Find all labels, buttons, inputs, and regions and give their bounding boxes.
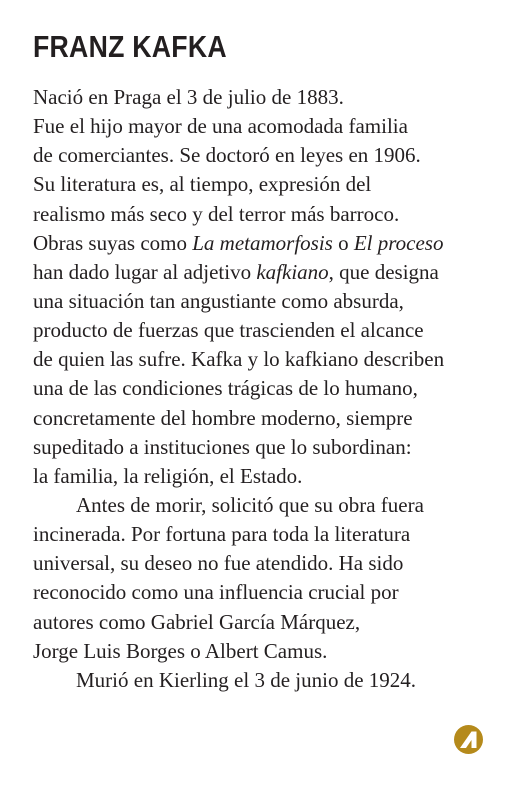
bio-line: la familia, la religión, el Estado.	[33, 463, 303, 488]
bio-line: reconocido como una influencia crucial por	[33, 580, 399, 605]
bio-line: una de las condiciones trágicas de lo humano,	[33, 376, 418, 401]
book-title-el-proceso: El proceso	[353, 230, 444, 255]
bio-line: una situación tan angustiante como absurda,	[33, 288, 404, 313]
bio-line: universal, su deseo no fue atendido. Ha sido	[33, 551, 404, 576]
bio-text-segment: Obras suyas como	[33, 230, 193, 255]
bio-line: realismo más seco y del terror más barroco.	[33, 201, 400, 226]
bio-text-segment: o	[332, 230, 354, 255]
bio-line	[33, 258, 503, 287]
term-kafkiano: kafkiano	[256, 259, 329, 284]
bio-line: Su literatura es, al tiempo, expresión del	[33, 172, 372, 197]
publisher-logo-icon	[454, 725, 483, 754]
bio-line: Antes de morir, solicitó que su obra fuera	[76, 492, 424, 517]
bio-line: concretamente del hombre moderno, siempre	[33, 405, 413, 430]
bio-line: Murió en Kierling el 3 de junio de 1924.	[76, 667, 417, 692]
bio-line: de quien las sufre. Kafka y lo kafkiano describen	[33, 347, 445, 372]
bio-line	[33, 229, 503, 258]
bio-line: producto de fuerzas que trascienden el alcance	[33, 318, 424, 343]
book-title-la-metamorfosis: La metamorfosis	[192, 230, 333, 255]
bio-text-segment: han dado lugar al adjetivo	[33, 259, 257, 284]
bio-line: Jorge Luis Borges o Albert Camus.	[33, 638, 328, 663]
bio-line: incinerada. Por fortuna para toda la literatura	[33, 522, 411, 547]
bio-line: Fue el hijo mayor de una acomodada familia	[33, 114, 408, 139]
page-title: FRANZ KAFKA	[33, 29, 227, 64]
bio-line: autores como Gabriel García Márquez,	[33, 609, 361, 634]
bio-line: Nació en Praga el 3 de julio de 1883.	[33, 85, 344, 109]
bio-line: supeditado a instituciones que lo subordinan:	[33, 434, 412, 459]
biography-text	[33, 83, 503, 695]
bio-text-segment: , que designa	[328, 259, 439, 284]
bio-line: de comerciantes. Se doctoró en leyes en 1906.	[33, 143, 421, 168]
